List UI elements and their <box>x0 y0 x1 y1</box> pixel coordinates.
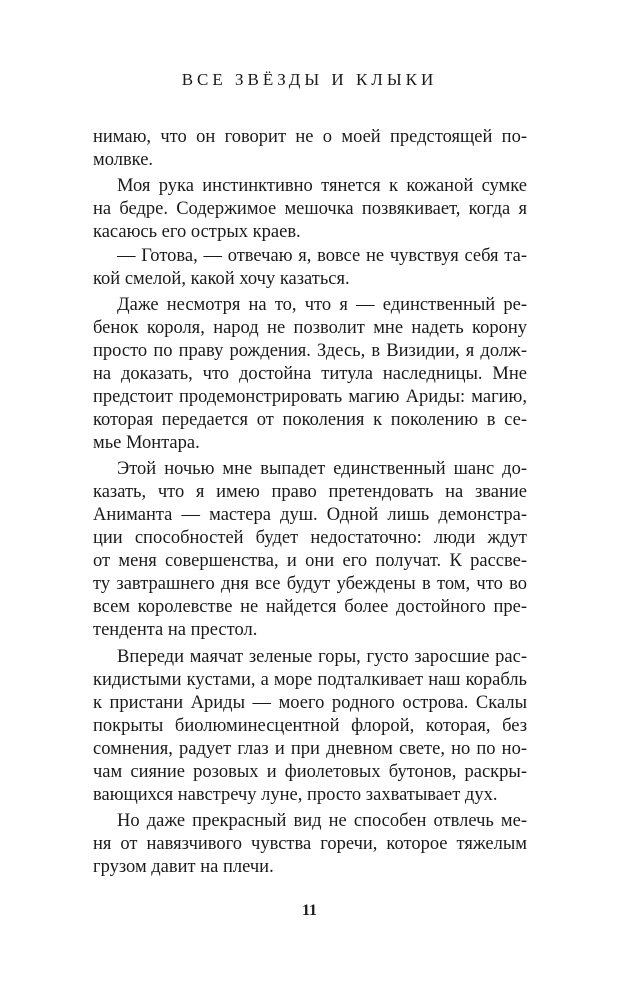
text-line: чам сияние розовых и фиолетовых бутонов, раскры- <box>93 762 527 782</box>
text-line: Аниманта — мастера душ. Одной лишь демонстра- <box>93 505 527 525</box>
text-line: которая передается от поколения к поколению в се- <box>93 410 527 430</box>
text-line: сомнения, радует глаз и при дневном свете, но по но- <box>93 739 527 759</box>
text-line: всем королевстве не найдется более достойного пре- <box>93 597 527 617</box>
text-line: предстоит продемонстрировать магию Ариды: магию, <box>93 387 527 407</box>
text-line: тендента на престол. <box>93 620 258 640</box>
text-line: кой смелой, какой хочу казаться. <box>93 269 350 289</box>
text-line: вающихся навстречу луне, просто захватывает дух. <box>93 785 498 805</box>
text-line: нимаю, что он говорит не о моей предстоящей по- <box>93 127 527 147</box>
text-line: — Готова, — отвечаю я, вовсе не чувствуя себя та- <box>117 246 527 266</box>
text-line: ции способностей будет недостаточно: люди ждут <box>93 528 527 548</box>
text-line: Даже несмотря на то, что я — единственный ре- <box>117 295 527 315</box>
text-line: от меня совершенства, и они его получат. К рассве- <box>93 551 527 571</box>
text-line: к пристани Ариды — моего родного острова. Скалы <box>93 693 527 713</box>
text-line: казать, что я имею право претендовать на звание <box>93 482 527 502</box>
text-line: Но даже прекрасный вид не способен отвлечь ме- <box>117 811 527 831</box>
text-line: кидистыми кустами, а море подталкивает наш корабль <box>93 670 527 690</box>
text-line: на доказать, что достойна титула наследницы. Мне <box>93 364 527 384</box>
text-line: молвке. <box>93 150 154 170</box>
page-number: 11 <box>301 902 318 919</box>
text-line: ня от навязчивого чувства горечи, которое тяжелым <box>93 834 527 854</box>
running-head: ВСЕ ЗВЁЗДЫ И КЛЫКИ <box>181 70 438 89</box>
text-line: Моя рука инстинктивно тянется к кожаной сумке <box>117 176 527 196</box>
text-line: Этой ночью мне выпадет единственный шанс до- <box>117 459 527 479</box>
text-line: Впереди маячат зеленые горы, густо заросшие рас- <box>117 647 527 667</box>
text-line: касаюсь его острых краев. <box>93 222 301 242</box>
text-line: бенок короля, народ не позволит мне надеть корону <box>93 318 527 338</box>
text-line: на бедре. Содержимое мешочка позвякивает, когда я <box>93 199 527 219</box>
text-line: покрыты биолюминесцентной флорой, которая, без <box>93 716 527 736</box>
text-line: грузом давит на плечи. <box>93 857 274 877</box>
text-line: ту завтрашнего дня все будут убеждены в том, что во <box>93 574 527 594</box>
text-line: просто по праву рождения. Здесь, в Визидии, я долж- <box>93 341 527 361</box>
text-line: мье Монтара. <box>93 433 200 453</box>
